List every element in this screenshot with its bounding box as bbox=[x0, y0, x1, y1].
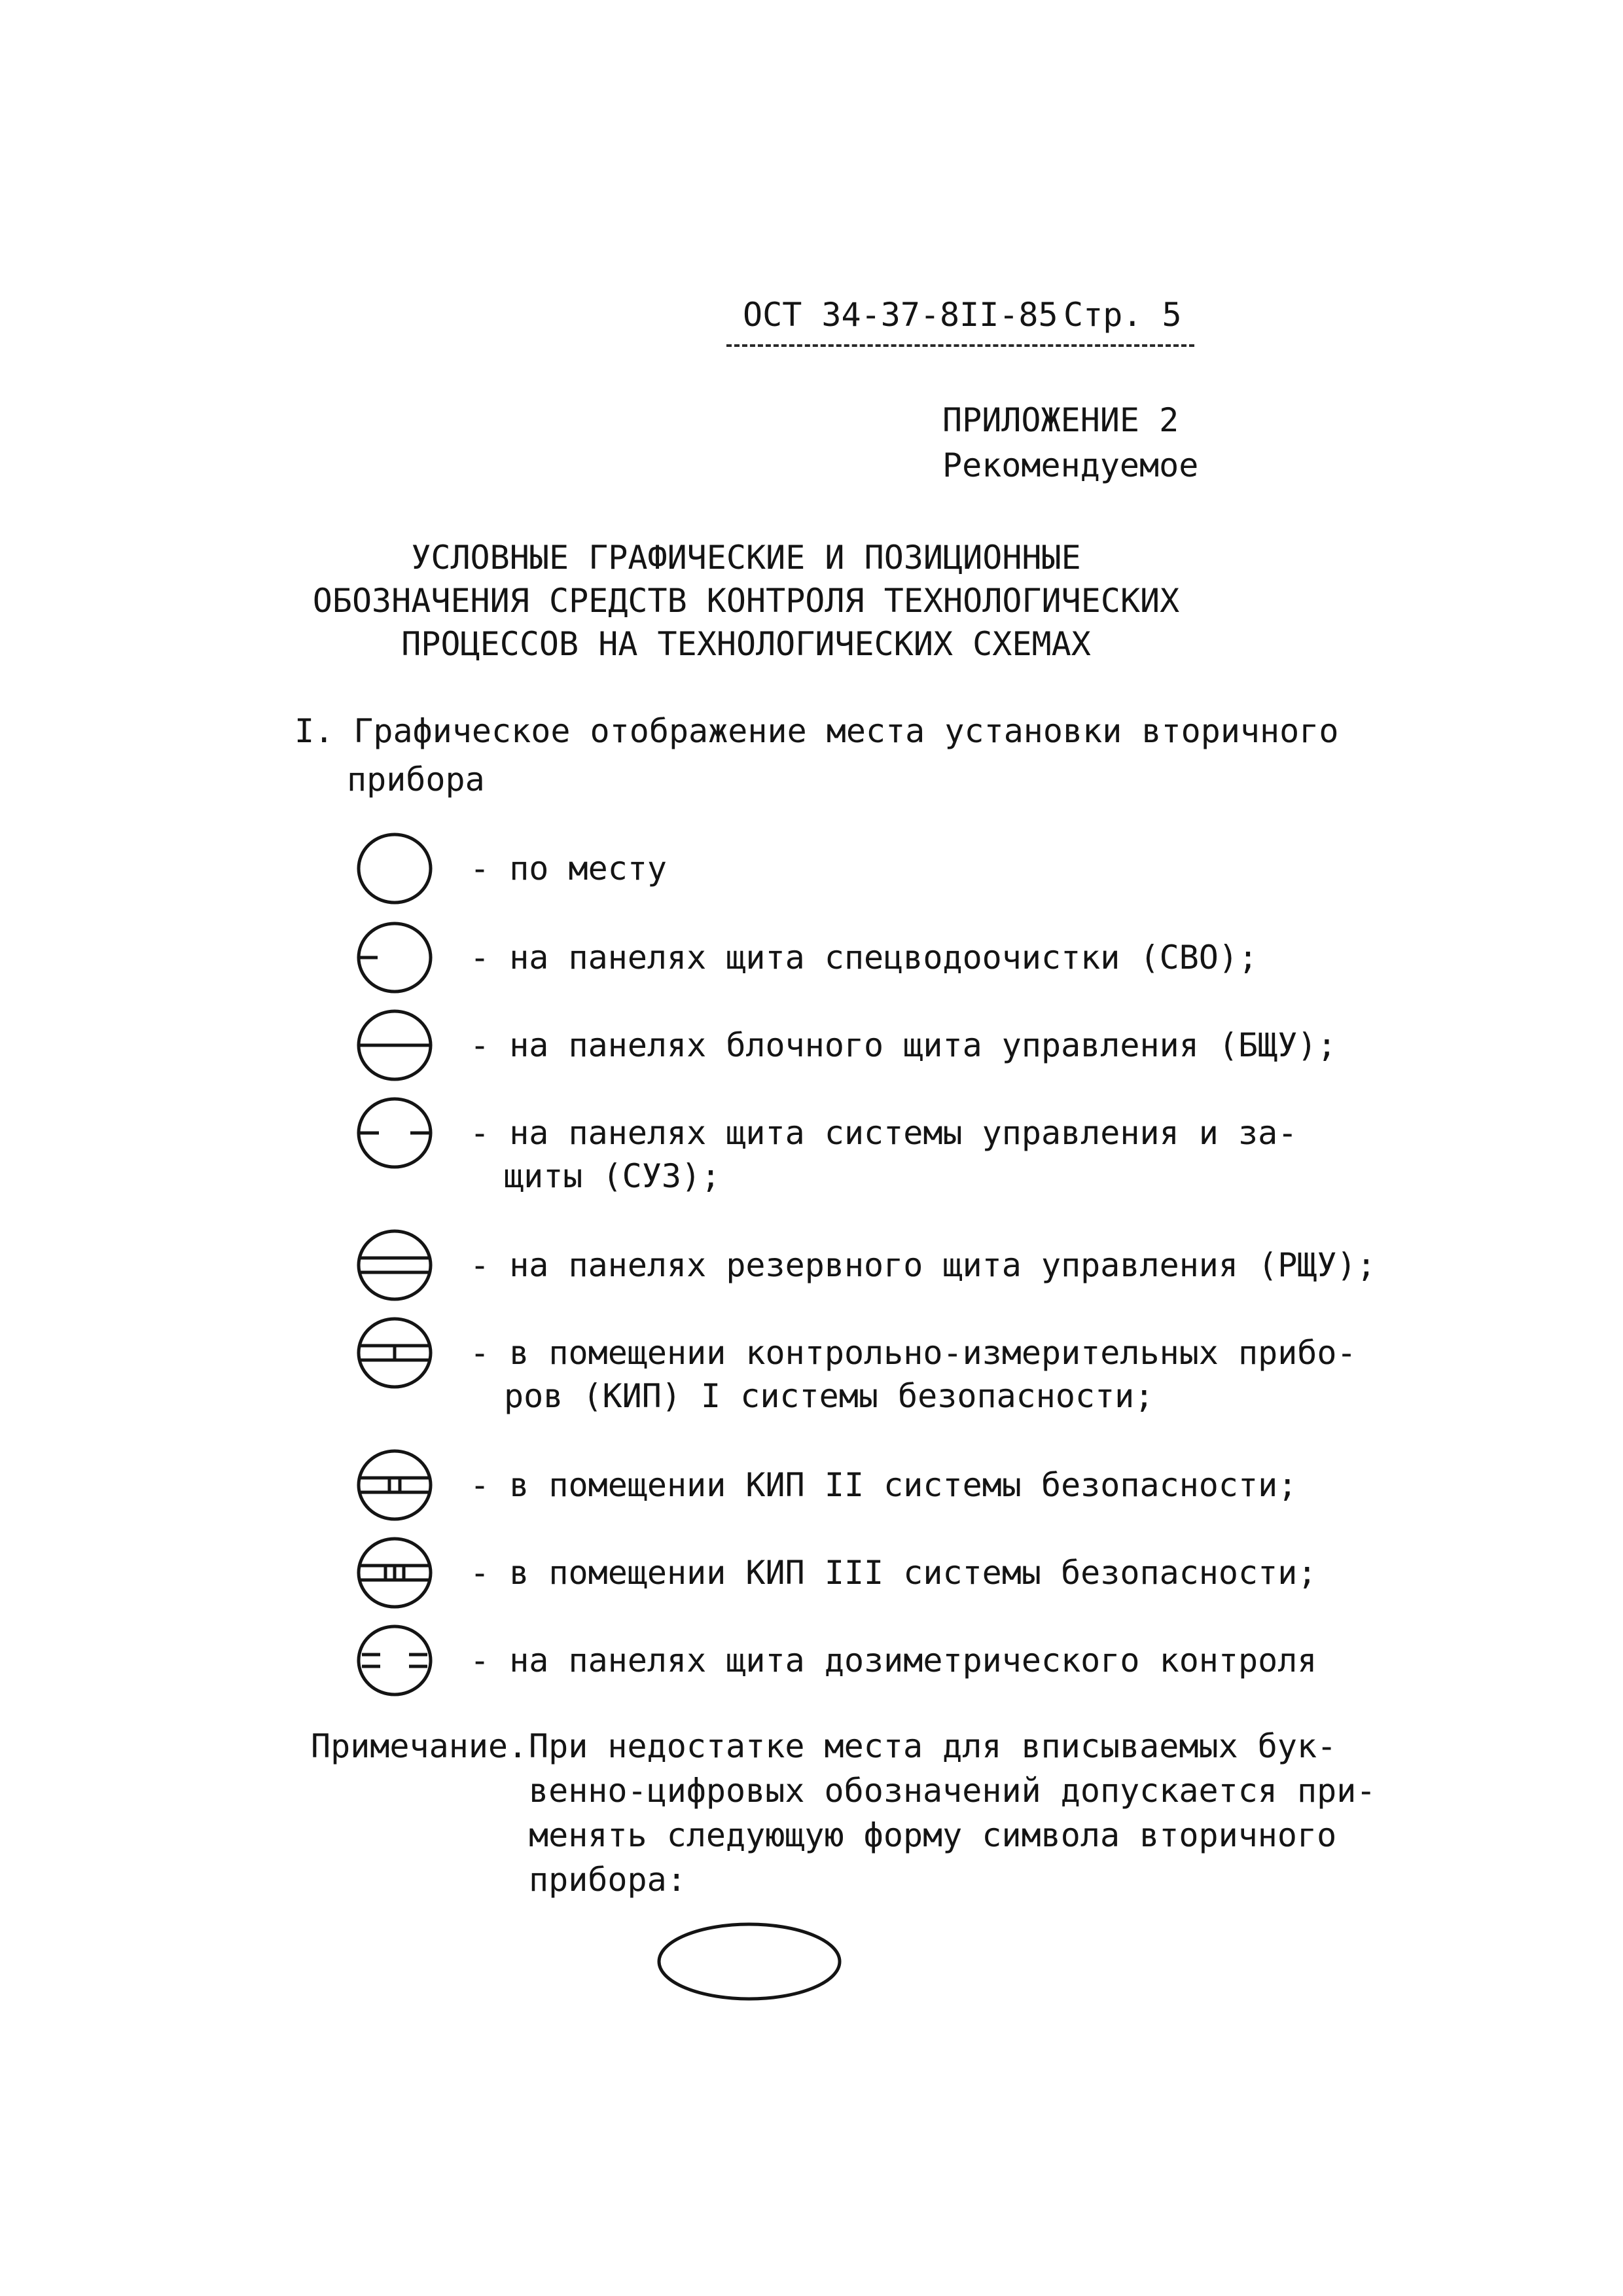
item-4-text-cont: щиты (СУЗ); bbox=[504, 1157, 721, 1195]
note-label: Примечание. bbox=[311, 1727, 528, 1765]
note-line-1: При недостатке места для вписываемых бук- bbox=[529, 1727, 1337, 1765]
document-code: ОСТ 34-37-8II-85 bbox=[743, 296, 1058, 334]
circle-full-line-icon bbox=[355, 1009, 434, 1081]
page-number: Стр. 5 bbox=[1063, 296, 1182, 334]
section-1-heading: I. Графическое отображение места установки вторичного bbox=[294, 712, 1339, 750]
item-6-text: - в помещении контрольно-измерительных прибо- bbox=[470, 1334, 1357, 1372]
circle-roman-2-icon bbox=[355, 1449, 434, 1521]
section-1-heading-cont: прибора bbox=[347, 761, 485, 798]
item-9-text: - на панелях щита дозиметрического контроля bbox=[470, 1641, 1317, 1679]
circle-plain-icon bbox=[355, 833, 434, 905]
item-5-text: - на панелях резервного щита управления (РЩУ); bbox=[470, 1246, 1376, 1284]
circle-roman-1-icon bbox=[355, 1317, 434, 1389]
note-line-2: венно-цифровых обозначений допускается при- bbox=[529, 1772, 1376, 1810]
title-line-1: УСЛОВНЫЕ ГРАФИЧЕСКИЕ И ПОЗИЦИОННЫЕ bbox=[411, 539, 1081, 577]
item-2-text: - на панелях щита спецводоочистки (СВО); bbox=[470, 939, 1258, 977]
item-1-text: - по месту bbox=[470, 850, 668, 888]
appendix-status: Рекомендуемое bbox=[942, 446, 1199, 484]
item-3-text: - на панелях блочного щита управления (БЩУ); bbox=[470, 1026, 1337, 1064]
appendix-label: ПРИЛОЖЕНИЕ 2 bbox=[942, 401, 1179, 439]
item-4-text: - на панелях щита системы управления и за- bbox=[470, 1114, 1298, 1152]
circle-equals-pair-icon bbox=[355, 1624, 434, 1696]
title-line-3: ПРОЦЕССОВ НА ТЕХНОЛОГИЧЕСКИХ СХЕМАХ bbox=[401, 625, 1091, 663]
circle-short-line-icon bbox=[355, 922, 434, 994]
header-rule bbox=[726, 344, 1194, 347]
circle-roman-3-icon bbox=[355, 1537, 434, 1609]
item-6-text-cont: ров (КИП) I системы безопасности; bbox=[504, 1377, 1154, 1415]
circle-dashed-line-icon bbox=[355, 1097, 434, 1169]
oval-secondary-device-icon bbox=[654, 1919, 844, 2004]
item-7-text: - в помещении КИП II системы безопасности; bbox=[470, 1466, 1298, 1504]
note-line-3: менять следующую форму символа вторичного bbox=[529, 1816, 1337, 1854]
title-line-2: ОБОЗНАЧЕНИЯ СРЕДСТВ КОНТРОЛЯ ТЕХНОЛОГИЧЕСКИХ bbox=[312, 582, 1180, 620]
note-line-4: прибора: bbox=[529, 1861, 687, 1899]
item-8-text: - в помещении КИП III системы безопасности; bbox=[470, 1554, 1317, 1592]
circle-double-line-icon bbox=[355, 1229, 434, 1301]
